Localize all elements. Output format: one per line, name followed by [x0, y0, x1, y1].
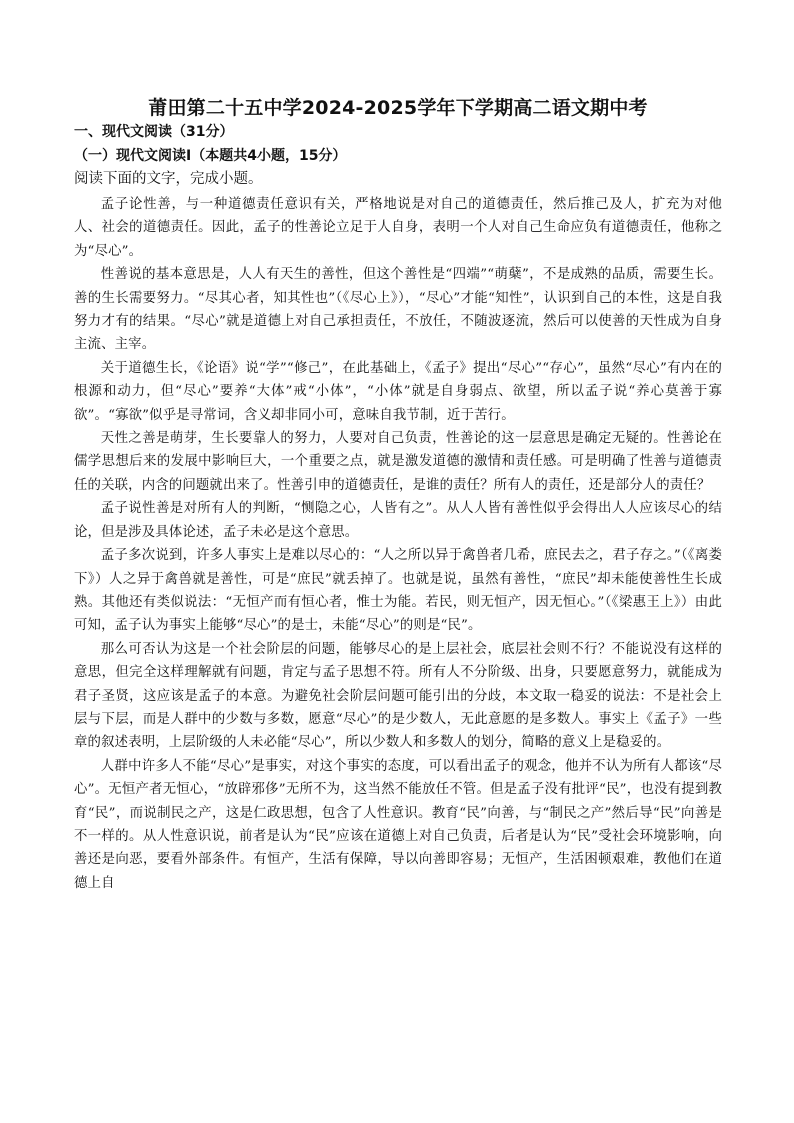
passage-paragraph: 性善说的基本意思是，人人有天生的善性，但这个善性是“四端”“萌蘖”，不是成熟的品质，需要生长。善的生长需要努力。“尽其心者，知其性也”（《尽心上》），“尽心”才能“知性”，认识到自己的本性，这是自我努力才有的结果。“尽心”就是道德上对自己承担责任，不放任，不随波逐流，然后可以使善的天性成为自身主流、主宰。 [74, 267, 722, 353]
reading-passage [74, 193, 722, 895]
passage-paragraph: 那么可否认为这是一个社会阶层的问题，能够尽心的是上层社会，底层社会则不行？不能说没有这样的意思，但完全这样理解就有问题，肯定与孟子思想不符。所有人不分阶级、出身，只要愿意努力，就能成为君子圣贤，这应该是孟子的本意。为避免社会阶层问题可能引出的分歧，本文取一稳妥的说法：不是社会上层与下层，而是人群中的少数与多数，愿意“尽心”的是少数人，无此意愿的是多数人。事实上《孟子》一些章的叙述表明，上层阶级的人未必能“尽心”，所以少数人和多数人的划分，简略的意义上是稳妥的。 [74, 641, 722, 751]
reading-instruction: 阅读下面的文字，完成小题。 [74, 171, 263, 187]
passage-paragraph: 天性之善是萌芽，生长要靠人的努力，人要对自己负责，性善论的这一层意思是确定无疑的。性善论在儒学思想后来的发展中影响巨大，一个重要之点，就是激发道德的激情和责任感。可是明确了性善与道德责任的关联，内含的问题就出来了。性善引申的道德责任，是谁的责任？所有人的责任，还是部分人的责任？ [74, 431, 722, 493]
exam-title: 莆田第二十五中学2024-2025学年下学期高二语文期中考 [148, 97, 648, 119]
passage-paragraph: 孟子说性善是对所有人的判断，“恻隐之心，人皆有之”。从人人皆有善性似乎会得出人人应该尽心的结论，但是涉及具体论述，孟子未必是这个意思。 [74, 501, 722, 540]
passage-paragraph: 孟子论性善，与一种道德责任意识有关，严格地说是对自己的道德责任，然后推己及人，扩充为对他人、社会的道德责任。因此，孟子的性善论立足于人自身，表明一个人对自己生命应负有道德责任，他称之为“尽心”。 [74, 197, 722, 259]
subsection-heading: （一）现代文阅读Ⅰ（本题共4小题，15分） [74, 148, 347, 164]
passage-paragraph: 关于道德生长，《论语》说“学”“修己”，在此基础上，《孟子》提出“尽心”“存心”，虽然“尽心”有内在的根源和动力，但“尽心”要养“大体”戒“小体”，“小体”就是自身弱点、欲望，所以孟子说“养心莫善于寡欲”。“寡欲”似乎是寻常词，含义却非同小可，意味自我节制，近于苦行。 [74, 360, 722, 423]
passage-paragraph: 孟子多次说到，许多人事实上是难以尽心的：“人之所以异于禽兽者几希，庶民去之，君子存之。”（《离娄下》）人之异于禽兽就是善性，可是“庶民”就丢掉了。也就是说，虽然有善性，“庶民”却未能使善性生长成熟。其他还有类似说法：“无恒产而有恒心者，惟士为能。若民，则无恒产，因无恒心。”（《梁惠王上》）由此可知，孟子认为事实上能够“尽心”的是士，未能“尽心”的则是“民”。 [74, 548, 722, 634]
passage-paragraph: 人群中许多人不能“尽心”是事实，对这个事实的态度，可以看出孟子的观念，他并不认为所有人都该“尽心”。无恒产者无恒心，“放辟邪侈”无所不为，这当然不能放任不管。但是孟子没有批评“民”，也没有提到教育“民”，而说制民之产，这是仁政思想，包含了人性意识。教育“民”向善，与“制民之产”然后导“民”向善是不一样的。从人性意识说，前者是认为“民”应该在道德上对自己负责，后者是认为“民”受社会环境影响，向善还是向恶，要看外部条件。有恒产，生活有保障，导以向善即容易；无恒产，生活困顿艰难，教他们在道德上自 [74, 758, 722, 891]
section-heading: 一、现代文阅读（31分） [74, 124, 234, 140]
